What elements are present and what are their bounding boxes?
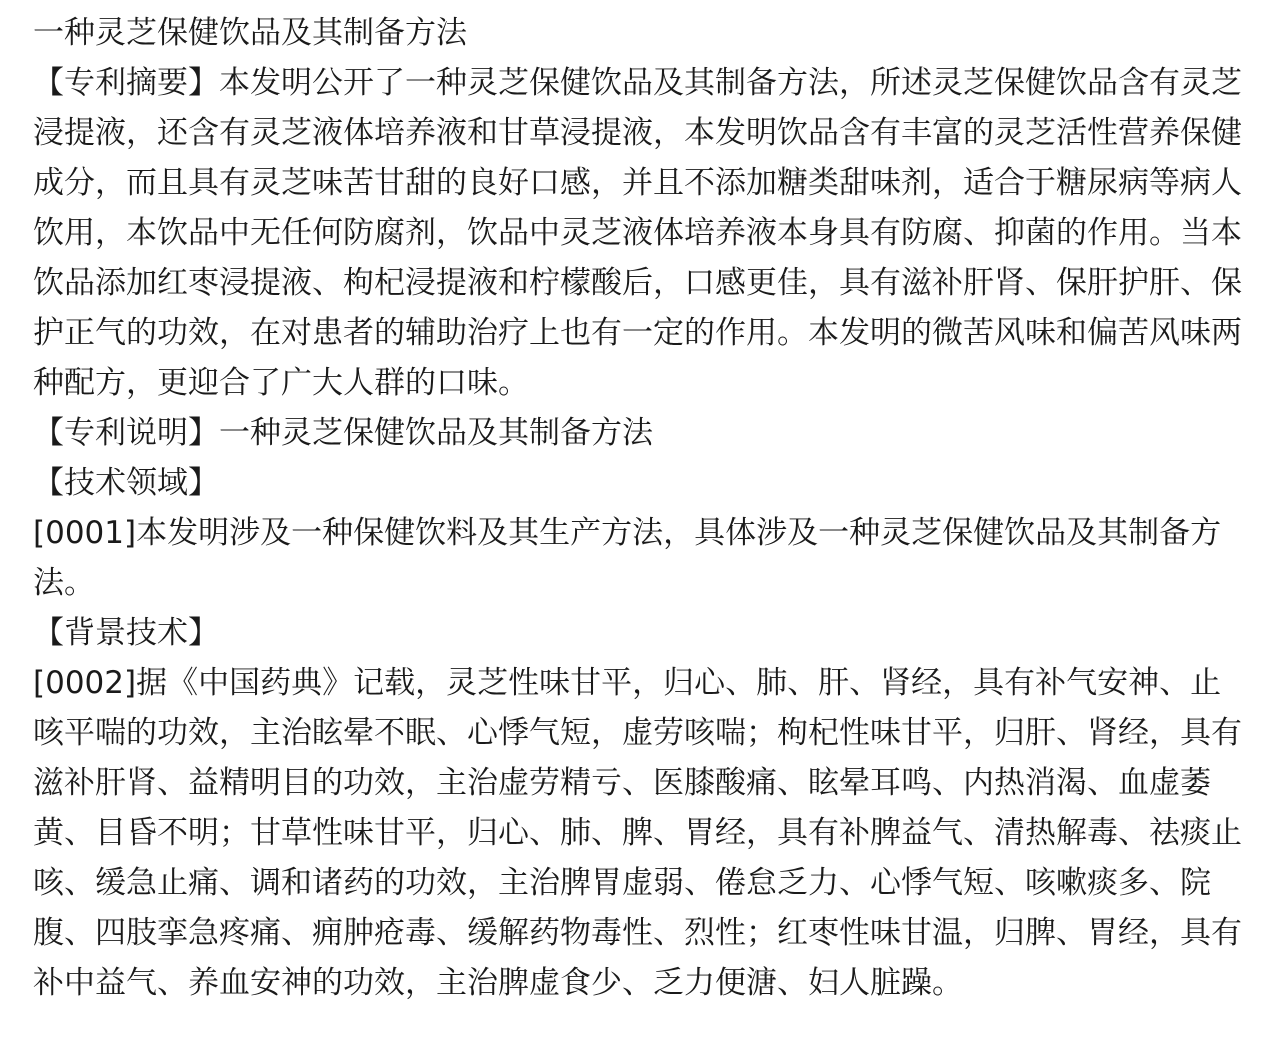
background-heading: 【背景技术】 [33, 615, 219, 651]
tech-field-heading: 【技术领域】 [33, 465, 219, 501]
paragraph-0001: [0001]本发明涉及一种保健饮料及其生产方法，具体涉及一种灵芝保健饮品及其制备方法。 [33, 515, 1222, 601]
document-title: 一种灵芝保健饮品及其制备方法 [33, 15, 467, 51]
paragraph-0002: [0002]据《中国药典》记载，灵芝性味甘平，归心、肺、肝、肾经，具有补气安神、止咳平喘的功效，主治眩晕不眠、心悸气短，虚劳咳喘；枸杞性味甘平，归肝、肾经，具有滋补肝肾、益精明目的功效，主治虚劳精亏、医膝酸痛、眩晕耳鸣、内热消渴、血虚萎黄、目昏不明；甘草性味甘平，归心、肺、脾、胃经，具有补脾益气、清热解毒、祛痰止咳、缓急止痛、调和诸药的功效，主治脾胃虚弱、倦怠乏力、心悸气短、咳嗽痰多、院腹、四肢挛急疼痛、痈肿疮毒、缓解药物毒性、烈性；红枣性味甘温，归脾、胃经，具有补中益气、养血安神的功效，主治脾虚食少、乏力便溏、妇人脏躁。 [33, 665, 1242, 1001]
patent-abstract: 【专利摘要】本发明公开了一种灵芝保健饮品及其制备方法，所述灵芝保健饮品含有灵芝浸提液，还含有灵芝液体培养液和甘草浸提液，本发明饮品含有丰富的灵芝活性营养保健成分，而且具有灵芝味苦甘甜的良好口感，并且不添加糖类甜味剂，适合于糖尿病等病人饮用，本饮品中无任何防腐剂，饮品中灵芝液体培养液本身具有防腐、抑菌的作用。当本饮品添加红枣浸提液、枸杞浸提液和柠檬酸后，口感更佳，具有滋补肝肾、保肝护肝、保护正气的功效，在对患者的辅助治疗上也有一定的作用。本发明的微苦风味和偏苦风味两种配方，更迎合了广大人群的口味。 [33, 65, 1242, 401]
patent-description-heading: 【专利说明】一种灵芝保健饮品及其制备方法 [33, 415, 653, 451]
